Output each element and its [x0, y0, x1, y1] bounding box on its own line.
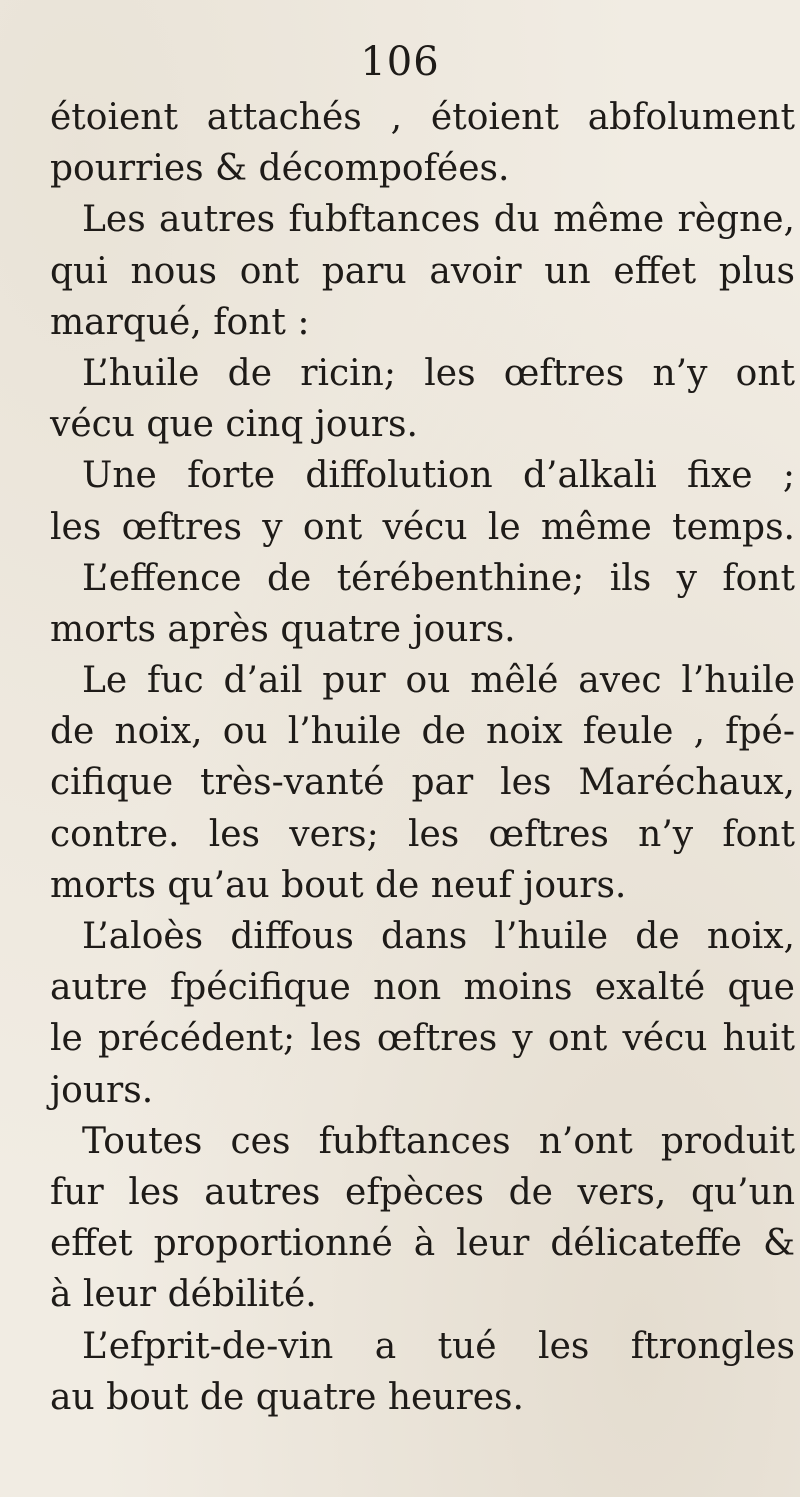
text-line: jours. [50, 1069, 154, 1111]
text-line: L’huile de ricin; les œftres n’y ont [82, 352, 795, 394]
body-text [50, 92, 795, 1423]
text-line: morts qu’au bout de neuf jours. [50, 864, 627, 906]
text-line: marqué, font : [50, 301, 310, 343]
text-line: L’efprit-de-vin a tué les ftrongles [82, 1325, 795, 1367]
text-line: contre. les vers; les œftres n’y font [50, 813, 795, 855]
text-line: autre fpécifique non moins exalté que [50, 967, 795, 1009]
text-line: Une forte diffolution d’alkali fixe ; [82, 455, 795, 497]
text-line: de noix, ou l’huile de noix feule , fpé- [50, 711, 795, 753]
text-line: étoient attachés , étoient abfolument [50, 97, 795, 138]
text-line: Le fuc d’ail pur ou mêlé avec l’huile [82, 660, 795, 702]
text-line: à leur débilité. [50, 1274, 317, 1316]
text-line: les œftres y ont vécu le même temps. [50, 506, 795, 548]
text-line: effet proportionné à leur délicateffe & [50, 1223, 795, 1265]
text-line: qui nous ont paru avoir un effet plus [50, 250, 795, 292]
text-line: pourries & décompofées. [50, 148, 510, 190]
text-line: L’effence de térébenthine; ils y font [82, 557, 795, 599]
text-line: Les autres fubftances du même règne, [82, 199, 795, 241]
text-line: cifique très-vanté par les Maréchaux, [50, 762, 795, 804]
text-line: L’aloès diffous dans l’huile de noix, [82, 916, 795, 957]
text-line: le précédent; les œftres y ont vécu huit [50, 1018, 795, 1060]
text-line: morts après quatre jours. [50, 608, 516, 650]
text-line: fur les autres efpèces de vers, qu’un [50, 1171, 795, 1213]
page-number: 106 [360, 39, 440, 85]
text-line: vécu que cinq jours. [50, 404, 418, 446]
text-line: Toutes ces fubftances n’ont produit [82, 1120, 795, 1162]
text-line: au bout de quatre heures. [50, 1376, 524, 1418]
